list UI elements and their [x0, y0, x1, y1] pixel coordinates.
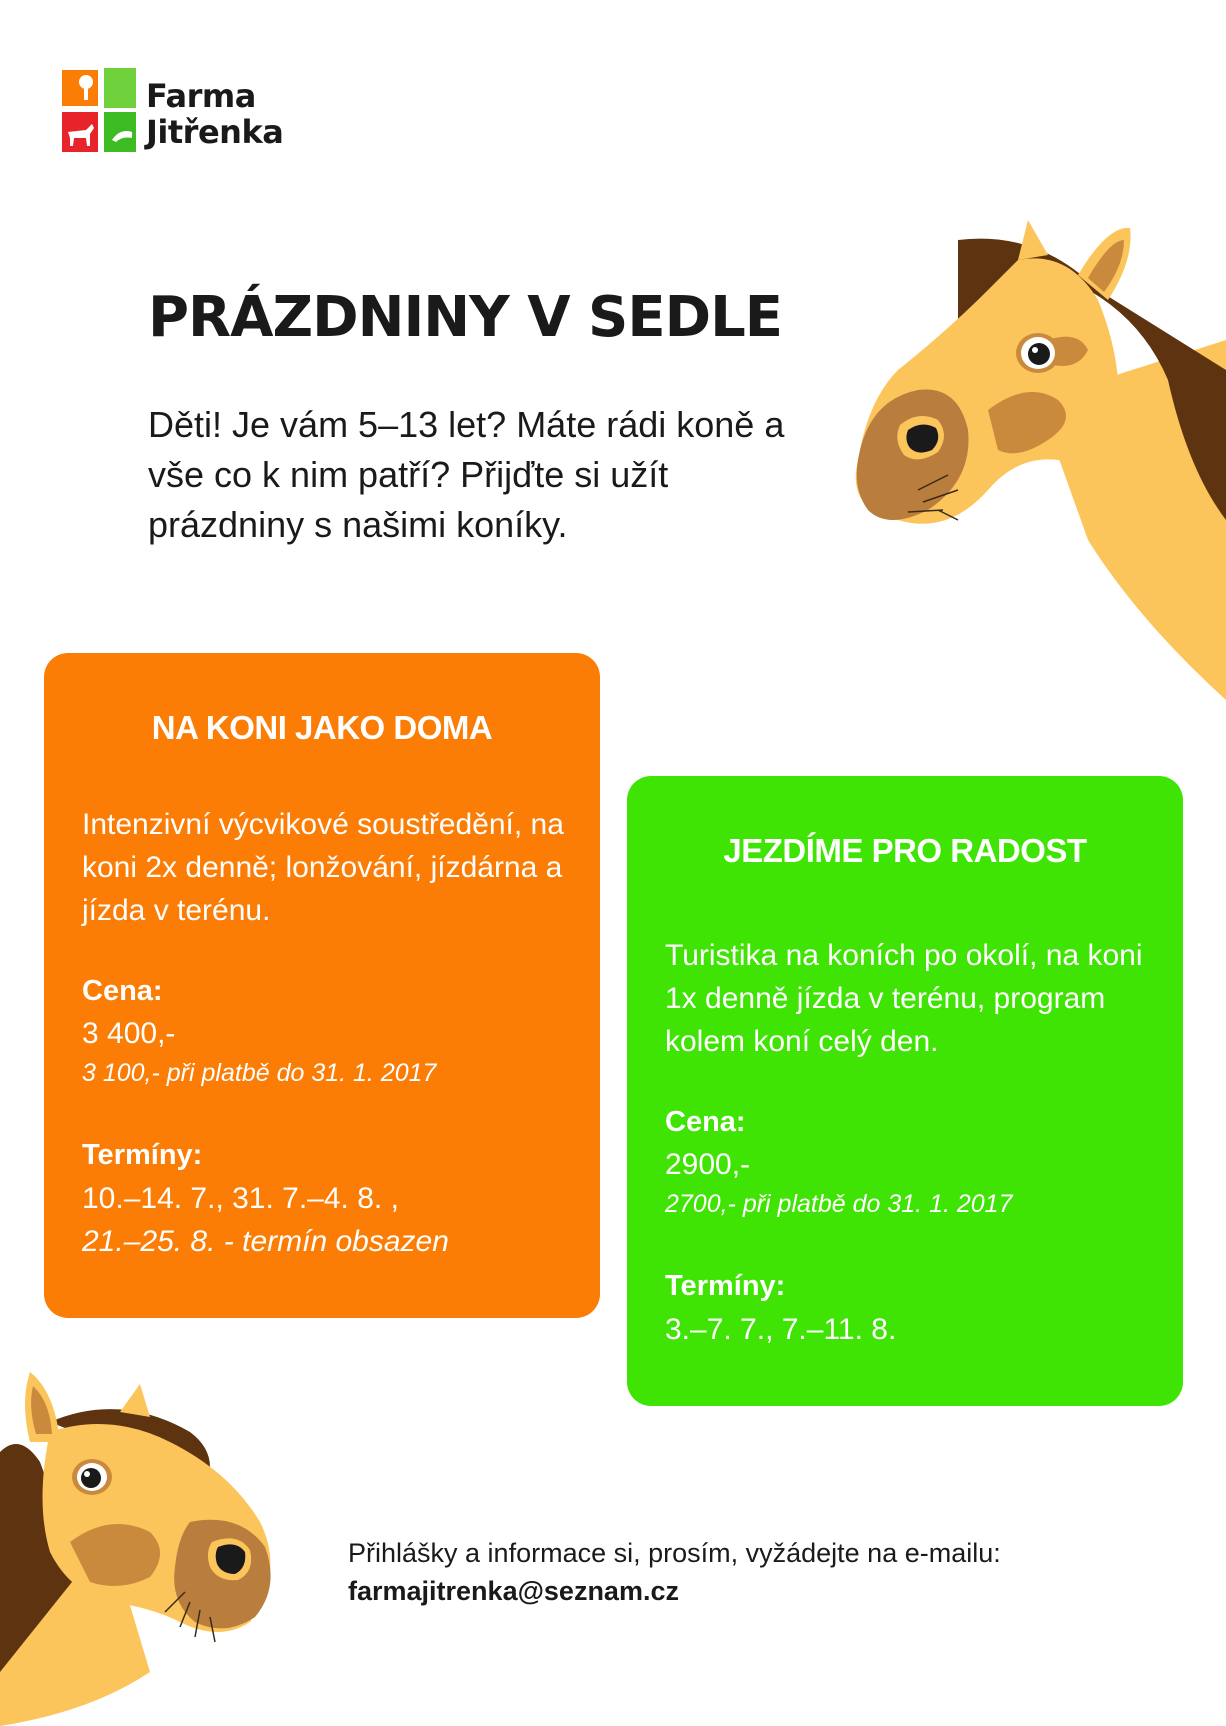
price-value: 3 400,- [82, 1017, 176, 1050]
farm-name-line2: Jitřenka [146, 113, 284, 151]
offer-heading: JEZDÍME PRO RADOST [723, 832, 1087, 869]
intro-text: Děti! Je vám 5–13 let? Máte rádi koně a vše co k nim patří? Přijďte si užít prázdniny s našimi koníky. [148, 404, 785, 545]
terms-list [82, 1177, 449, 1263]
farm-logo [62, 68, 322, 158]
offer-heading: NA KONI JAKO DOMA [151, 709, 493, 746]
terms-label: Termíny: [82, 1139, 203, 1171]
offer-card-na-koni [44, 653, 600, 1318]
terms-dates: 10.–14. 7., 31. 7.–4. 8. , [82, 1182, 399, 1215]
contact-email[interactable]: farmajitrenka@seznam.cz [348, 1576, 679, 1606]
terms-label: Termíny: [665, 1270, 786, 1302]
terms-dates: 3.–7. 7., 7.–11. 8. [665, 1313, 897, 1346]
farm-logo-icon [62, 68, 142, 154]
price-value: 2900,- [665, 1148, 751, 1181]
page-title: PRÁZDNINY V SEDLE [148, 285, 783, 350]
contact-info [348, 1534, 1001, 1610]
price-discount-note: 3 100,- při platbě do 31. 1. 2017 [82, 1059, 437, 1087]
terms-full-date: 21.–25. 8. - termín obsazen [82, 1225, 449, 1258]
farm-name [146, 78, 283, 150]
price-discount-note: 2700,- při platbě do 31. 1. 2017 [665, 1190, 1013, 1218]
offer-description: Turistika na koních po okolí, na koni 1x denně jízda v terénu, program kolem koní celý den. [665, 939, 1143, 1058]
horse-head-illustration [838, 220, 1226, 700]
horse-head-illustration-small [0, 1372, 300, 1726]
price-label: Cena: [665, 1106, 746, 1138]
farm-name-line1: Farma [146, 77, 256, 115]
offer-card-jezdime [627, 776, 1183, 1406]
contact-text: Přihlášky a informace si, prosím, vyžádejte na e-mailu: [348, 1538, 1001, 1568]
offer-description: Intenzivní výcvikové soustředění, na koni 2x denně; lonžování, jízdárna a jízda v terénu. [82, 808, 564, 927]
price-label: Cena: [82, 975, 163, 1007]
